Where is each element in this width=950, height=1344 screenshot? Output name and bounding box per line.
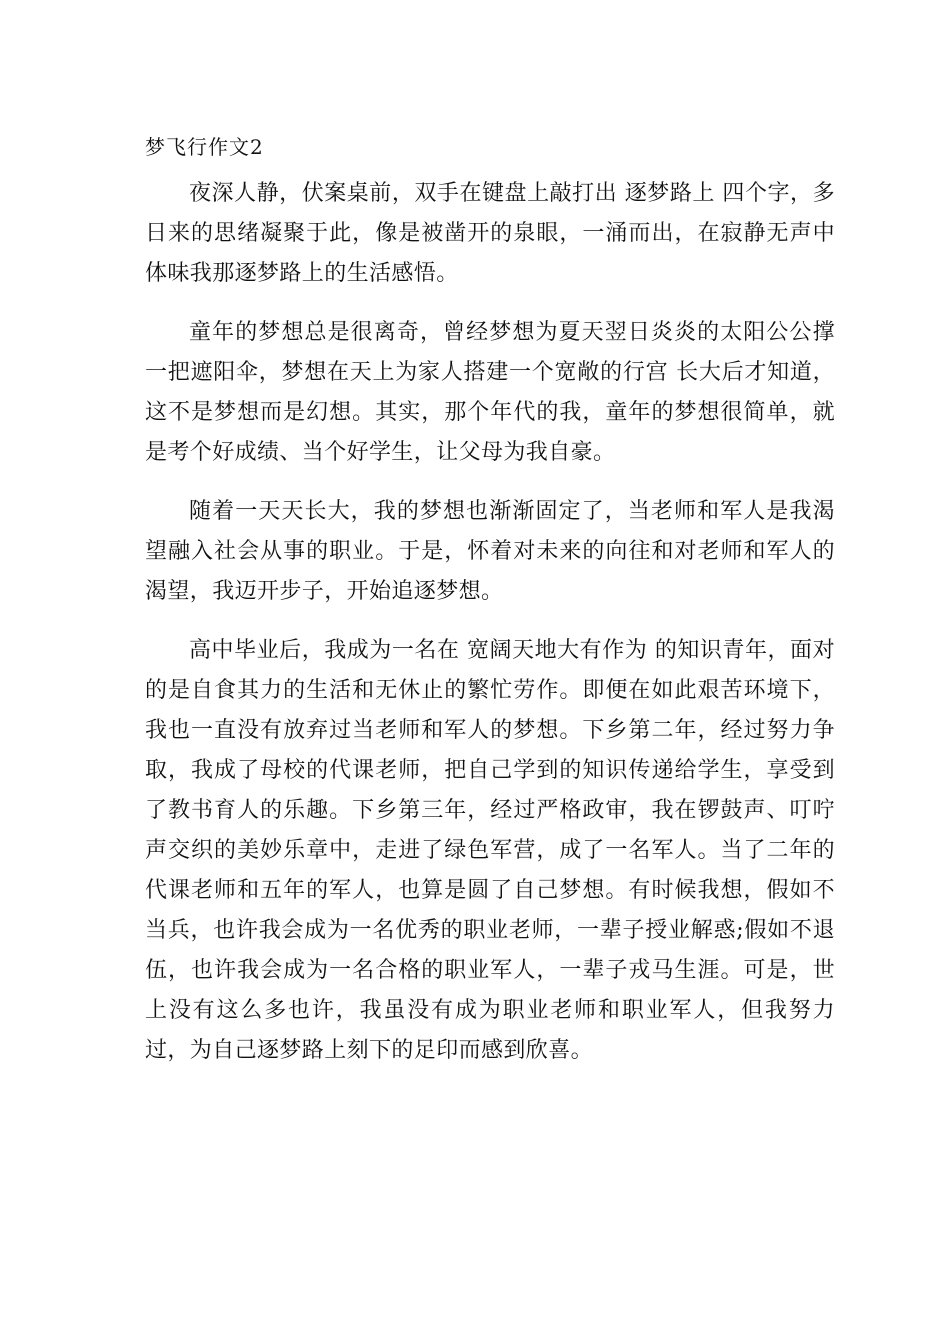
- paragraph-4: 高中毕业后，我成为一名在 宽阔天地大有作为 的知识青年，面对的是自食其力的生活和无休止的繁忙劳作。即便在如此艰苦环境下，我也一直没有放弃过当老师和军人的梦想。下乡第二年，经过努力争取，我成了母校的代课老师，把自己学到的知识传递给学生，享受到了教书育人的乐趣。下乡第三年，经过严格政审，我在锣鼓声、叮咛声交织的美妙乐章中，走进了绿色军营，成了一名军人。当了二年的代课老师和五年的军人，也算是圆了自己梦想。有时候我想，假如不当兵，也许我会成为一名优秀的职业老师，一辈子授业解惑;假如不退伍，也许我会成为一名合格的职业军人，一辈子戎马生涯。可是，世上没有这么多也许，我虽没有成为职业老师和职业军人，但我努力过，为自己逐梦路上刻下的足印而感到欣喜。: [145, 638, 835, 1063]
- document-body: [145, 132, 835, 1090]
- paragraph-1: 夜深人静，伏案桌前，双手在键盘上敲打出 逐梦路上 四个字，多日来的思绪凝聚于此，像是被凿开的泉眼，一涌而出，在寂静无声中体味我那逐梦路上的生活感悟。: [145, 181, 835, 286]
- document-title: 梦飞行作文2: [145, 135, 264, 159]
- paragraph-2: 童年的梦想总是很离奇，曾经梦想为夏天翌日炎炎的太阳公公撑一把遮阳伞，梦想在天上为家人搭建一个宽敞的行宫 长大后才知道，这不是梦想而是幻想。其实，那个年代的我，童年的梦想很简单，就是考个好成绩、当个好学生，让父母为我自豪。: [145, 320, 835, 465]
- paragraph-3: 随着一天天长大，我的梦想也渐渐固定了，当老师和军人是我渴望融入社会从事的职业。于是，怀着对未来的向往和对老师和军人的渴望，我迈开步子，开始追逐梦想。: [145, 499, 835, 604]
